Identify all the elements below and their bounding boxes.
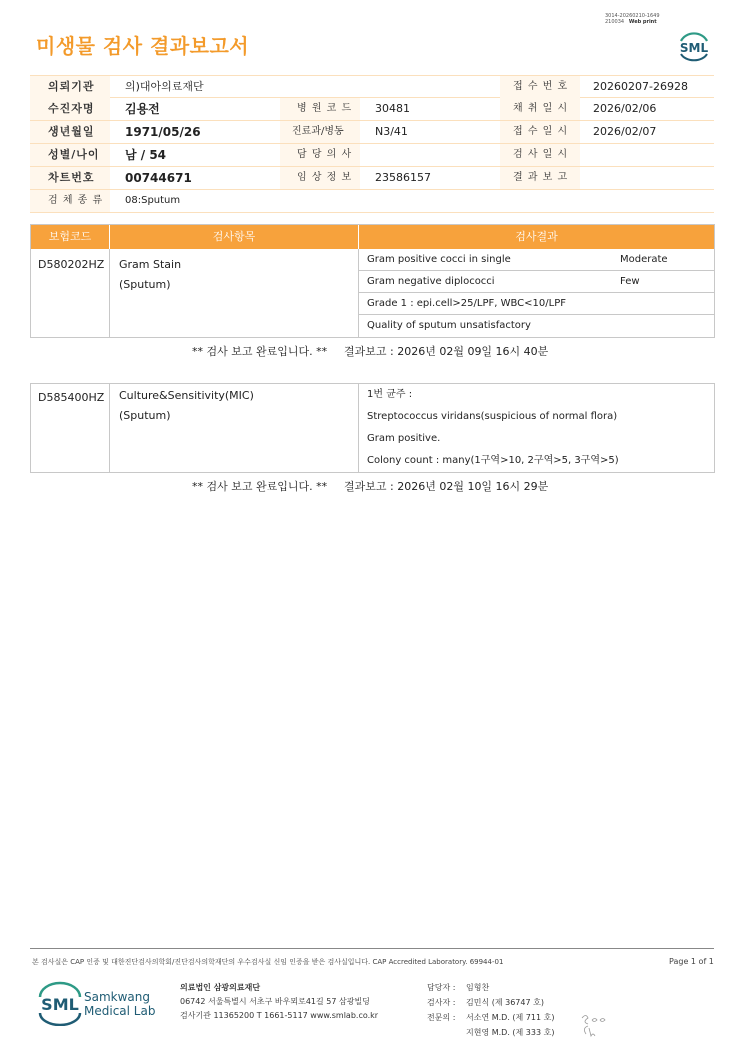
reported-time: 결과보고 : 2026년 02월 10일 16시 29분 [344,480,549,493]
chart-no-label: 차트번호 [48,171,95,184]
sml-logo-icon [36,980,84,1026]
collect-date-label: 채 취 일 시 [513,103,569,114]
patient-info [30,75,714,213]
result-table-gram-stain [30,224,715,338]
table-header [31,225,714,249]
result-line: Quality of sputum unsatisfactory [367,320,531,331]
clinical-label: 임 상 정 보 [297,172,353,183]
header-code: 보험코드 [31,225,110,249]
test-date-label: 검 사 일 시 [513,149,569,160]
result-line: 1번 균주 : [367,389,413,400]
dept-label: 진료과/병동 [292,126,344,137]
test-results [359,384,714,472]
result-line: Streptococcus viridans(suspicious of normal flora) [367,411,618,422]
table-row [31,249,714,337]
footer-logo-text: Samkwang Medical Lab [84,990,156,1018]
signature-icon [578,1010,618,1040]
receipt-date-value: 2026/02/07 [593,125,657,138]
footer-divider [30,948,714,949]
staff-row: 담당자 : 임형찬 [427,983,490,992]
complete-text: ** 검사 보고 완료입니다. ** [192,345,328,358]
complete-text: ** 검사 보고 완료입니다. ** [192,480,328,493]
test-specimen: (Sputum) [119,278,171,291]
test-code: D585400HZ [31,384,110,472]
header-result: 검사결과 [515,230,558,243]
test-specimen: (Sputum) [119,409,171,422]
header-item: 검사항목 [110,225,359,249]
print-id [605,13,660,25]
test-code: D580202HZ [31,249,110,337]
table-row [31,384,714,472]
staff-row: 전문의 : 서소연 M.D. (제 711 호) [427,1013,555,1022]
doctor-label: 담 당 의 사 [297,149,353,160]
result-line: Gram negative diplococci Few [359,271,714,293]
info-row [30,75,714,98]
sex-age-value: 남 / 54 [125,148,167,162]
collect-date-value: 2026/02/06 [593,102,657,115]
result-grade: Moderate [620,254,668,265]
print-id-line2: 210034 Web print [605,19,657,25]
patient-name-value: 김용전 [125,102,160,116]
footer-note: 본 검사실은 CAP 인증 및 대한진단검사의학회/진단검사의학재단의 우수검사실 신임 인증을 받은 검사실입니다. CAP Accredited Laboratory. 69944-01 [32,958,504,966]
sml-logo-icon [676,28,712,62]
org-contact: 검사기관 11365200 T 1661-5117 www.smlab.co.kr [180,1011,379,1020]
specimen-label: 검 체 종 류 [48,195,104,206]
test-results [359,249,714,337]
test-item [110,384,359,472]
report-label: 결 과 보 고 [513,172,569,183]
test-name: Culture&Sensitivity(MIC) [119,389,254,402]
hosp-code-value: 30481 [375,102,410,115]
test-item [110,249,359,337]
result-line: Gram positive cocci in single Moderate [359,249,714,271]
result-line: Colony count : many(1구역>10, 2구역>5, 3구역>5) [367,455,619,466]
result-table-culture [30,383,715,473]
info-row [30,167,714,190]
result-line: Grade 1 : epi.cell>25/LPF, WBC<10/LPF [359,293,714,315]
chart-no-value: 00744671 [125,171,192,185]
result-grade: Few [620,276,640,287]
page-title: 미생물 검사 결과보고서 [36,34,250,58]
page-number: Page 1 of 1 [669,957,714,966]
logo-text: SML [679,41,709,55]
requester-label: 의뢰기관 [48,80,95,93]
org-address: 06742 서울특별시 서초구 바우뫼로41길 57 삼광빌딩 [180,997,370,1006]
info-row [30,121,714,144]
hosp-code-label: 병 원 코 드 [297,103,353,114]
reported-time: 결과보고 : 2026년 02월 09일 16시 40분 [344,345,549,358]
requester-value: 의)대아의료재단 [125,80,204,93]
receipt-no-label: 접 수 번 호 [513,81,569,92]
footer-logo [36,980,156,1026]
result-line: Gram positive. [367,433,441,444]
test-name: Gram Stain [119,258,182,271]
footer-org [180,981,378,1023]
receipt-no-value: 20260207-26928 [593,80,688,93]
dept-value: N3/41 [375,125,408,138]
staff-row: 지현영 M.D. (제 333 호) [466,1028,555,1037]
footer-staff [427,980,554,1040]
specimen-value: 08:Sputum [125,195,181,206]
receipt-date-label: 접 수 일 시 [513,126,569,137]
org-name: 의료법인 삼광의료재단 [180,983,261,992]
info-row [30,98,714,121]
dob-value: 1971/05/26 [125,125,201,139]
patient-name-label: 수진자명 [48,102,95,115]
clinical-value: 23586157 [375,171,431,184]
print-id-line1: 3014-20260210-1649 [605,13,660,19]
info-row [30,144,714,167]
logo-text: SML [41,995,79,1014]
info-row [30,190,714,213]
sex-age-label: 성별/나이 [48,148,100,161]
dob-label: 생년월일 [48,125,95,138]
staff-row: 검사자 : 김민식 (제 36747 호) [427,998,544,1007]
